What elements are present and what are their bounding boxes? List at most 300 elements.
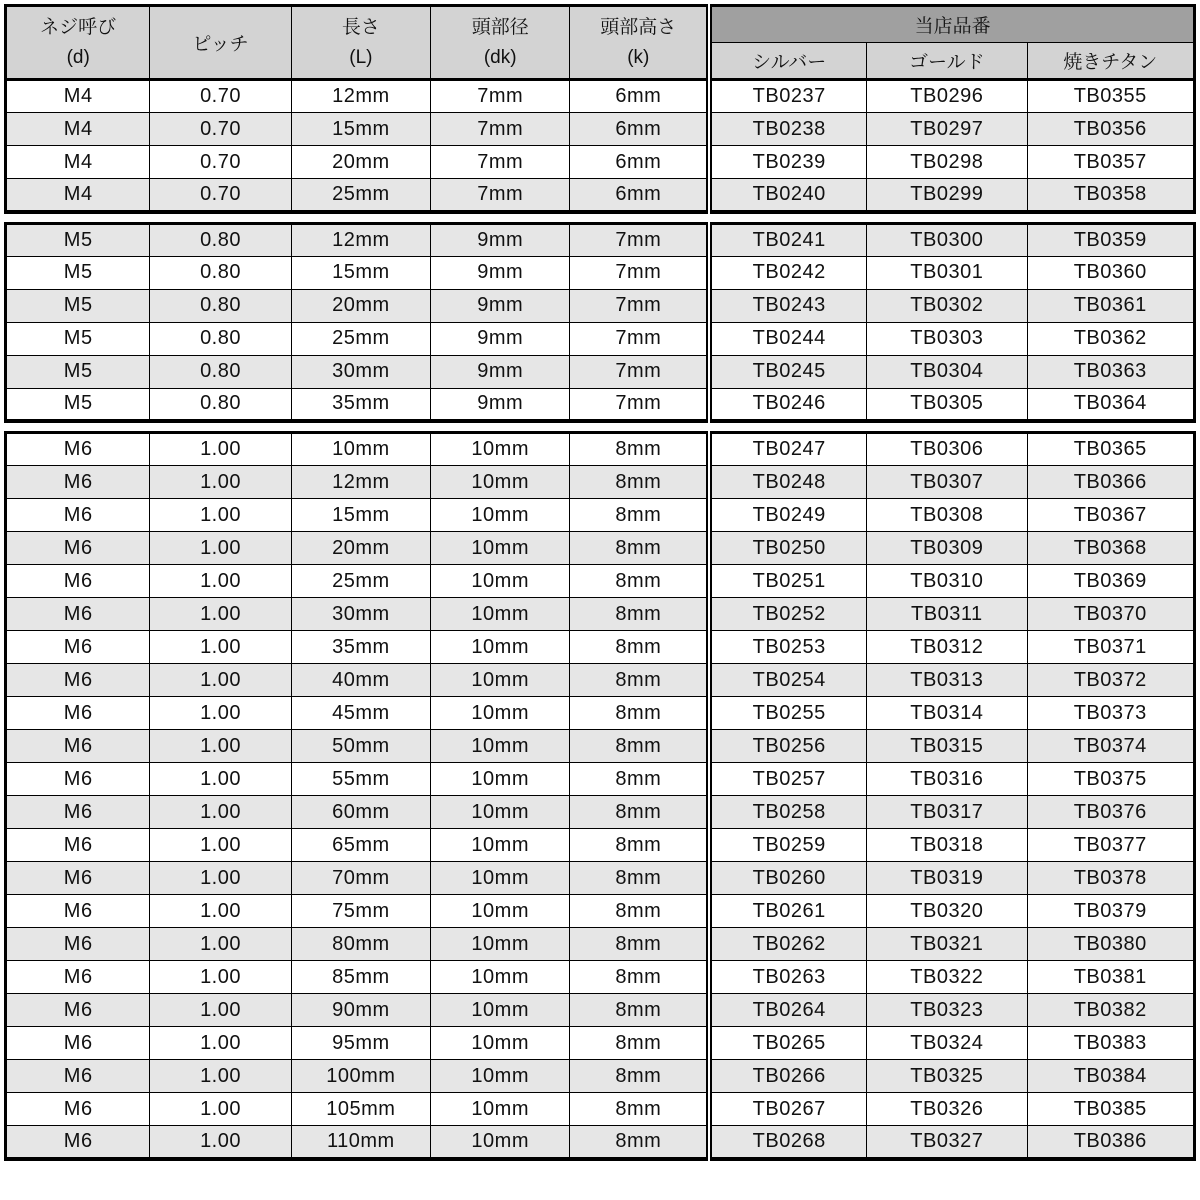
cell-part-number-gold: TB0309 — [867, 532, 1027, 565]
cell-head-height: 8mm — [570, 730, 709, 763]
cell-part-number-titanium: TB0361 — [1027, 289, 1194, 322]
cell-head-diameter: 9mm — [431, 355, 570, 388]
cell-head-diameter: 10mm — [431, 1027, 570, 1060]
cell-pitch: 1.00 — [150, 499, 291, 532]
cell-screw-size: M4 — [6, 113, 150, 146]
cell-head-diameter: 10mm — [431, 697, 570, 730]
cell-part-number-gold: TB0327 — [867, 1126, 1027, 1159]
cell-screw-size: M6 — [6, 433, 150, 466]
cell-part-number-silver: TB0246 — [709, 388, 866, 421]
cell-part-number-silver: TB0243 — [709, 289, 866, 322]
cell-head-height: 8mm — [570, 928, 709, 961]
cell-part-number-silver: TB0254 — [709, 664, 866, 697]
table-row-m6-80mm — [6, 928, 1195, 961]
cell-part-number-titanium: TB0367 — [1027, 499, 1194, 532]
cell-pitch: 1.00 — [150, 994, 291, 1027]
cell-part-number-titanium: TB0363 — [1027, 355, 1194, 388]
cell-head-height: 6mm — [570, 179, 709, 212]
cell-screw-size: M6 — [6, 466, 150, 499]
table-row-m4-25mm — [6, 179, 1195, 212]
cell-part-number-silver: TB0239 — [709, 146, 866, 179]
header-head-height-symbol: (k) — [627, 46, 650, 68]
cell-part-number-titanium: TB0355 — [1027, 80, 1194, 113]
cell-part-number-titanium: TB0372 — [1027, 664, 1194, 697]
cell-part-number-titanium: TB0360 — [1027, 256, 1194, 289]
cell-part-number-gold: TB0324 — [867, 1027, 1027, 1060]
cell-pitch: 1.00 — [150, 598, 291, 631]
header-head-diameter-label: 頭部径 — [471, 17, 529, 39]
cell-screw-size: M6 — [6, 1027, 150, 1060]
cell-screw-size: M6 — [6, 499, 150, 532]
cell-length: 25mm — [291, 322, 430, 355]
cell-head-height: 7mm — [570, 388, 709, 421]
cell-part-number-titanium: TB0366 — [1027, 466, 1194, 499]
cell-part-number-silver: TB0262 — [709, 928, 866, 961]
cell-head-diameter: 7mm — [431, 146, 570, 179]
cell-screw-size: M6 — [6, 1060, 150, 1093]
cell-head-height: 8mm — [570, 466, 709, 499]
cell-part-number-silver: TB0259 — [709, 829, 866, 862]
cell-pitch: 0.70 — [150, 80, 291, 113]
cell-head-diameter: 10mm — [431, 730, 570, 763]
cell-head-height: 8mm — [570, 697, 709, 730]
cell-screw-size: M6 — [6, 961, 150, 994]
cell-part-number-titanium: TB0382 — [1027, 994, 1194, 1027]
cell-screw-size: M6 — [6, 763, 150, 796]
cell-head-height: 8mm — [570, 499, 709, 532]
header-head-diameter — [431, 6, 570, 80]
cell-head-diameter: 10mm — [431, 532, 570, 565]
cell-head-diameter: 10mm — [431, 433, 570, 466]
cell-pitch: 0.70 — [150, 113, 291, 146]
cell-head-height: 8mm — [570, 532, 709, 565]
cell-screw-size: M5 — [6, 223, 150, 256]
cell-length: 12mm — [291, 223, 430, 256]
cell-head-diameter: 10mm — [431, 664, 570, 697]
table-row-m6-35mm — [6, 631, 1195, 664]
cell-part-number-gold: TB0316 — [867, 763, 1027, 796]
cell-head-diameter: 9mm — [431, 256, 570, 289]
cell-pitch: 1.00 — [150, 565, 291, 598]
cell-part-number-silver: TB0248 — [709, 466, 866, 499]
table-row-m6-55mm — [6, 763, 1195, 796]
cell-length: 45mm — [291, 697, 430, 730]
spec-table-m5 — [4, 222, 1196, 424]
cell-part-number-titanium: TB0370 — [1027, 598, 1194, 631]
cell-screw-size: M6 — [6, 697, 150, 730]
cell-part-number-silver: TB0250 — [709, 532, 866, 565]
cell-head-height: 8mm — [570, 796, 709, 829]
cell-part-number-titanium: TB0359 — [1027, 223, 1194, 256]
cell-pitch: 0.80 — [150, 322, 291, 355]
cell-head-height: 6mm — [570, 113, 709, 146]
cell-head-diameter: 7mm — [431, 179, 570, 212]
cell-screw-size: M6 — [6, 829, 150, 862]
cell-part-number-gold: TB0319 — [867, 862, 1027, 895]
cell-head-height: 8mm — [570, 1060, 709, 1093]
cell-length: 12mm — [291, 466, 430, 499]
cell-part-number-silver: TB0240 — [709, 179, 866, 212]
cell-length: 35mm — [291, 388, 430, 421]
cell-length: 30mm — [291, 355, 430, 388]
cell-part-number-silver: TB0247 — [709, 433, 866, 466]
cell-part-number-titanium: TB0377 — [1027, 829, 1194, 862]
cell-head-diameter: 10mm — [431, 1060, 570, 1093]
cell-head-diameter: 10mm — [431, 1126, 570, 1159]
cell-head-height: 8mm — [570, 895, 709, 928]
cell-pitch: 0.80 — [150, 223, 291, 256]
header-gold: ゴールド — [867, 43, 1027, 80]
cell-part-number-titanium: TB0385 — [1027, 1093, 1194, 1126]
cell-pitch: 0.80 — [150, 355, 291, 388]
cell-pitch: 1.00 — [150, 796, 291, 829]
cell-head-height: 6mm — [570, 146, 709, 179]
cell-pitch: 1.00 — [150, 532, 291, 565]
table-row-m6-45mm — [6, 697, 1195, 730]
cell-part-number-titanium: TB0380 — [1027, 928, 1194, 961]
cell-length: 15mm — [291, 113, 430, 146]
cell-length: 15mm — [291, 499, 430, 532]
cell-screw-size: M5 — [6, 256, 150, 289]
cell-length: 80mm — [291, 928, 430, 961]
cell-head-diameter: 10mm — [431, 1093, 570, 1126]
table-row-m6-65mm — [6, 829, 1195, 862]
cell-pitch: 1.00 — [150, 664, 291, 697]
cell-pitch: 1.00 — [150, 466, 291, 499]
cell-pitch: 0.70 — [150, 179, 291, 212]
cell-length: 30mm — [291, 598, 430, 631]
cell-screw-size: M5 — [6, 289, 150, 322]
cell-part-number-titanium: TB0374 — [1027, 730, 1194, 763]
cell-screw-size: M6 — [6, 1093, 150, 1126]
header-length-label: 長さ — [341, 17, 380, 39]
cell-pitch: 1.00 — [150, 1060, 291, 1093]
cell-length: 70mm — [291, 862, 430, 895]
cell-part-number-silver: TB0258 — [709, 796, 866, 829]
cell-part-number-gold: TB0322 — [867, 961, 1027, 994]
table-header — [6, 6, 1195, 80]
cell-length: 12mm — [291, 80, 430, 113]
cell-part-number-titanium: TB0356 — [1027, 113, 1194, 146]
cell-part-number-gold: TB0307 — [867, 466, 1027, 499]
header-head-height — [570, 6, 709, 80]
cell-part-number-titanium: TB0384 — [1027, 1060, 1194, 1093]
cell-part-number-gold: TB0297 — [867, 113, 1027, 146]
cell-pitch: 1.00 — [150, 730, 291, 763]
cell-length: 50mm — [291, 730, 430, 763]
cell-part-number-silver: TB0263 — [709, 961, 866, 994]
cell-screw-size: M6 — [6, 862, 150, 895]
cell-head-diameter: 9mm — [431, 322, 570, 355]
cell-head-height: 6mm — [570, 80, 709, 113]
table-row-m5-15mm — [6, 256, 1195, 289]
header-screw-size — [6, 6, 150, 80]
cell-part-number-silver: TB0267 — [709, 1093, 866, 1126]
cell-part-number-titanium: TB0386 — [1027, 1126, 1194, 1159]
cell-head-height: 7mm — [570, 322, 709, 355]
cell-screw-size: M4 — [6, 80, 150, 113]
cell-length: 15mm — [291, 256, 430, 289]
cell-pitch: 1.00 — [150, 763, 291, 796]
cell-screw-size: M6 — [6, 796, 150, 829]
cell-length: 10mm — [291, 433, 430, 466]
cell-part-number-gold: TB0303 — [867, 322, 1027, 355]
cell-head-diameter: 10mm — [431, 994, 570, 1027]
cell-part-number-gold: TB0310 — [867, 565, 1027, 598]
cell-head-diameter: 10mm — [431, 895, 570, 928]
cell-part-number-silver: TB0266 — [709, 1060, 866, 1093]
cell-part-number-silver: TB0251 — [709, 565, 866, 598]
cell-part-number-gold: TB0299 — [867, 179, 1027, 212]
table-row-m6-70mm — [6, 862, 1195, 895]
cell-head-diameter: 10mm — [431, 862, 570, 895]
table-row-m4-15mm — [6, 113, 1195, 146]
cell-screw-size: M6 — [6, 730, 150, 763]
table-row-m5-20mm — [6, 289, 1195, 322]
cell-length: 105mm — [291, 1093, 430, 1126]
cell-length: 40mm — [291, 664, 430, 697]
cell-part-number-gold: TB0296 — [867, 80, 1027, 113]
cell-head-height: 8mm — [570, 862, 709, 895]
cell-head-diameter: 10mm — [431, 499, 570, 532]
table-row-m6-40mm — [6, 664, 1195, 697]
table-row-m5-25mm — [6, 322, 1195, 355]
cell-part-number-silver: TB0261 — [709, 895, 866, 928]
cell-pitch: 0.80 — [150, 289, 291, 322]
cell-part-number-gold: TB0313 — [867, 664, 1027, 697]
cell-pitch: 1.00 — [150, 1027, 291, 1060]
cell-screw-size: M6 — [6, 664, 150, 697]
cell-head-diameter: 10mm — [431, 928, 570, 961]
cell-head-diameter: 7mm — [431, 80, 570, 113]
table-row-m6-10mm — [6, 433, 1195, 466]
cell-part-number-gold: TB0302 — [867, 289, 1027, 322]
header-screw-size-label: ネジ呼び — [40, 17, 117, 39]
cell-part-number-titanium: TB0381 — [1027, 961, 1194, 994]
cell-length: 75mm — [291, 895, 430, 928]
cell-pitch: 1.00 — [150, 961, 291, 994]
table-row-m6-90mm — [6, 994, 1195, 1027]
cell-pitch: 1.00 — [150, 1126, 291, 1159]
table-body-m5 — [6, 223, 1195, 421]
table-row-m5-12mm — [6, 223, 1195, 256]
cell-pitch: 1.00 — [150, 697, 291, 730]
cell-head-height: 8mm — [570, 598, 709, 631]
cell-length: 35mm — [291, 631, 430, 664]
cell-part-number-titanium: TB0365 — [1027, 433, 1194, 466]
cell-part-number-titanium: TB0375 — [1027, 763, 1194, 796]
header-row-top — [6, 6, 1195, 43]
cell-head-diameter: 9mm — [431, 289, 570, 322]
cell-head-diameter: 9mm — [431, 223, 570, 256]
cell-part-number-titanium: TB0369 — [1027, 565, 1194, 598]
cell-part-number-silver: TB0265 — [709, 1027, 866, 1060]
cell-pitch: 1.00 — [150, 433, 291, 466]
table-row-m6-60mm — [6, 796, 1195, 829]
cell-pitch: 1.00 — [150, 631, 291, 664]
cell-part-number-gold: TB0317 — [867, 796, 1027, 829]
cell-part-number-gold: TB0323 — [867, 994, 1027, 1027]
cell-part-number-silver: TB0241 — [709, 223, 866, 256]
cell-part-number-silver: TB0249 — [709, 499, 866, 532]
cell-part-number-silver: TB0268 — [709, 1126, 866, 1159]
cell-head-diameter: 10mm — [431, 598, 570, 631]
cell-part-number-gold: TB0298 — [867, 146, 1027, 179]
cell-pitch: 0.80 — [150, 388, 291, 421]
cell-head-height: 8mm — [570, 829, 709, 862]
cell-part-number-gold: TB0304 — [867, 355, 1027, 388]
cell-screw-size: M6 — [6, 1126, 150, 1159]
cell-part-number-silver: TB0255 — [709, 697, 866, 730]
cell-part-number-titanium: TB0358 — [1027, 179, 1194, 212]
table-row-m6-30mm — [6, 598, 1195, 631]
cell-part-number-silver: TB0242 — [709, 256, 866, 289]
header-pitch: ピッチ — [150, 6, 291, 80]
cell-screw-size: M6 — [6, 565, 150, 598]
cell-part-number-gold: TB0320 — [867, 895, 1027, 928]
cell-part-number-titanium: TB0379 — [1027, 895, 1194, 928]
cell-length: 25mm — [291, 179, 430, 212]
table-row-m5-30mm — [6, 355, 1195, 388]
cell-part-number-silver: TB0264 — [709, 994, 866, 1027]
table-row-m6-110mm — [6, 1126, 1195, 1159]
cell-part-number-gold: TB0312 — [867, 631, 1027, 664]
cell-part-number-silver: TB0256 — [709, 730, 866, 763]
cell-head-diameter: 10mm — [431, 796, 570, 829]
cell-head-height: 8mm — [570, 664, 709, 697]
cell-head-diameter: 10mm — [431, 466, 570, 499]
cell-part-number-titanium: TB0364 — [1027, 388, 1194, 421]
cell-part-number-gold: TB0314 — [867, 697, 1027, 730]
cell-part-number-gold: TB0305 — [867, 388, 1027, 421]
header-head-height-label: 頭部高さ — [600, 17, 677, 39]
cell-head-diameter: 9mm — [431, 388, 570, 421]
cell-head-diameter: 7mm — [431, 113, 570, 146]
cell-head-height: 8mm — [570, 433, 709, 466]
cell-part-number-gold: TB0325 — [867, 1060, 1027, 1093]
cell-part-number-gold: TB0311 — [867, 598, 1027, 631]
table-row-m4-20mm — [6, 146, 1195, 179]
cell-head-height: 8mm — [570, 631, 709, 664]
header-length-symbol: (L) — [349, 46, 373, 68]
cell-length: 20mm — [291, 532, 430, 565]
cell-head-height: 8mm — [570, 1093, 709, 1126]
cell-screw-size: M5 — [6, 388, 150, 421]
cell-part-number-gold: TB0301 — [867, 256, 1027, 289]
cell-pitch: 0.70 — [150, 146, 291, 179]
cell-head-height: 7mm — [570, 355, 709, 388]
table-body-m6 — [6, 433, 1195, 1159]
cell-screw-size: M4 — [6, 146, 150, 179]
cell-part-number-titanium: TB0357 — [1027, 146, 1194, 179]
table-row-m6-25mm — [6, 565, 1195, 598]
cell-part-number-silver: TB0257 — [709, 763, 866, 796]
cell-part-number-titanium: TB0383 — [1027, 1027, 1194, 1060]
cell-part-number-titanium: TB0373 — [1027, 697, 1194, 730]
cell-head-diameter: 10mm — [431, 565, 570, 598]
table-row-m6-12mm — [6, 466, 1195, 499]
cell-length: 25mm — [291, 565, 430, 598]
cell-head-diameter: 10mm — [431, 961, 570, 994]
cell-screw-size: M5 — [6, 322, 150, 355]
cell-screw-size: M6 — [6, 631, 150, 664]
cell-length: 90mm — [291, 994, 430, 1027]
table-row-m6-100mm — [6, 1060, 1195, 1093]
cell-part-number-silver: TB0237 — [709, 80, 866, 113]
table-row-m6-50mm — [6, 730, 1195, 763]
cell-part-number-titanium: TB0378 — [1027, 862, 1194, 895]
header-head-diameter-symbol: (dk) — [483, 46, 517, 68]
cell-length: 85mm — [291, 961, 430, 994]
cell-head-height: 8mm — [570, 994, 709, 1027]
cell-part-number-titanium: TB0362 — [1027, 322, 1194, 355]
header-screw-size-symbol: (d) — [66, 46, 90, 68]
cell-part-number-silver: TB0252 — [709, 598, 866, 631]
cell-part-number-silver: TB0238 — [709, 113, 866, 146]
table-body-m4 — [6, 80, 1195, 212]
cell-head-height: 8mm — [570, 1027, 709, 1060]
cell-screw-size: M4 — [6, 179, 150, 212]
table-row-m6-75mm — [6, 895, 1195, 928]
cell-head-height: 8mm — [570, 763, 709, 796]
cell-length: 20mm — [291, 146, 430, 179]
table-row-m6-20mm — [6, 532, 1195, 565]
table-row-m6-85mm — [6, 961, 1195, 994]
cell-screw-size: M6 — [6, 895, 150, 928]
spec-table-m6 — [4, 431, 1196, 1161]
table-row-m6-105mm — [6, 1093, 1195, 1126]
cell-part-number-gold: TB0318 — [867, 829, 1027, 862]
cell-head-height: 8mm — [570, 565, 709, 598]
cell-head-diameter: 10mm — [431, 631, 570, 664]
cell-head-height: 8mm — [570, 1126, 709, 1159]
cell-part-number-gold: TB0308 — [867, 499, 1027, 532]
header-length — [291, 6, 430, 80]
cell-head-diameter: 10mm — [431, 829, 570, 862]
cell-part-number-silver: TB0245 — [709, 355, 866, 388]
cell-head-diameter: 10mm — [431, 763, 570, 796]
cell-part-number-titanium: TB0368 — [1027, 532, 1194, 565]
cell-pitch: 0.80 — [150, 256, 291, 289]
table-row-m5-35mm — [6, 388, 1195, 421]
cell-length: 55mm — [291, 763, 430, 796]
cell-part-number-gold: TB0326 — [867, 1093, 1027, 1126]
cell-screw-size: M6 — [6, 928, 150, 961]
cell-pitch: 1.00 — [150, 928, 291, 961]
cell-part-number-titanium: TB0371 — [1027, 631, 1194, 664]
cell-screw-size: M5 — [6, 355, 150, 388]
table-row-m6-95mm — [6, 1027, 1195, 1060]
cell-length: 20mm — [291, 289, 430, 322]
cell-pitch: 1.00 — [150, 1093, 291, 1126]
cell-screw-size: M6 — [6, 532, 150, 565]
header-titanium: 焼きチタン — [1027, 43, 1194, 80]
cell-part-number-titanium: TB0376 — [1027, 796, 1194, 829]
header-silver: シルバー — [709, 43, 866, 80]
cell-length: 60mm — [291, 796, 430, 829]
cell-part-number-silver: TB0260 — [709, 862, 866, 895]
cell-length: 110mm — [291, 1126, 430, 1159]
table-row-m6-15mm — [6, 499, 1195, 532]
cell-length: 100mm — [291, 1060, 430, 1093]
cell-head-height: 7mm — [570, 289, 709, 322]
cell-part-number-gold: TB0321 — [867, 928, 1027, 961]
cell-head-height: 8mm — [570, 961, 709, 994]
cell-pitch: 1.00 — [150, 895, 291, 928]
header-part-number-group: 当店品番 — [709, 6, 1194, 43]
cell-part-number-silver: TB0253 — [709, 631, 866, 664]
cell-part-number-gold: TB0300 — [867, 223, 1027, 256]
